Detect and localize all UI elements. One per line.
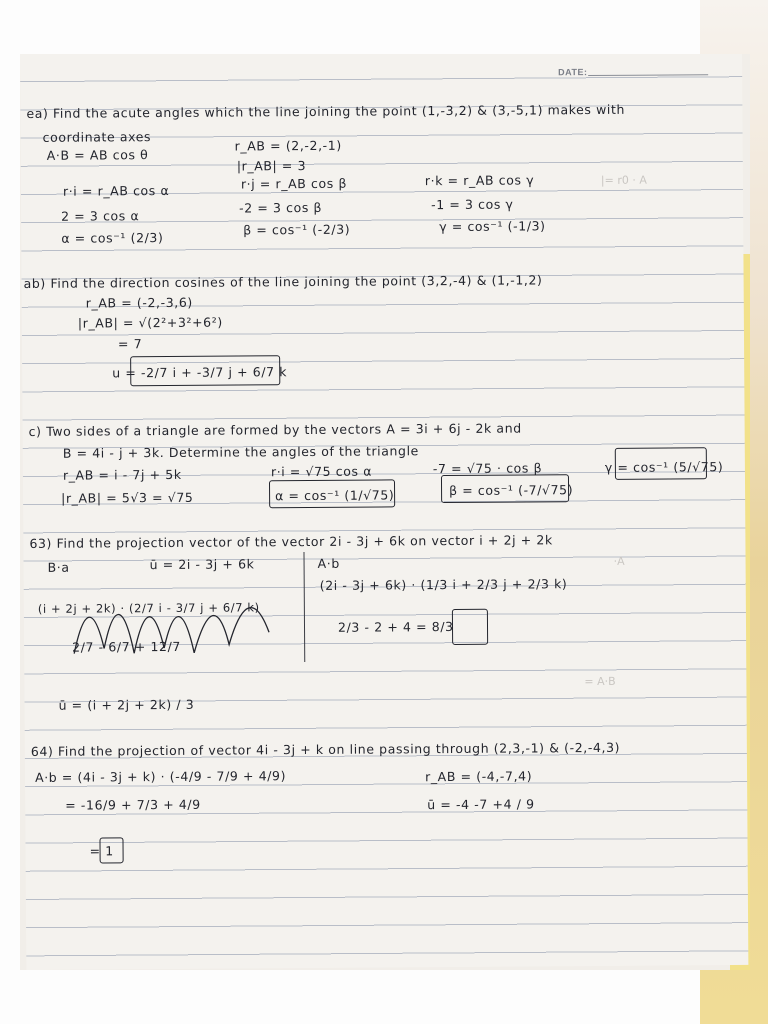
p5-dot-product: A·b = (4i - 3j + k) · (-4/9 - 7/9 + 4/9): [34, 768, 287, 785]
p4-projection-result: ū = (i + 2j + 2k) / 3: [58, 696, 195, 713]
p3-vector-b: B = 4i - j + 3k. Determine the angles of the triangle: [62, 443, 419, 461]
p4-u-bar: ū = 2i - 3j + 6k: [149, 556, 255, 573]
answer-box: [441, 474, 569, 503]
bleed-through-mark: ·A: [613, 554, 625, 568]
eq-gamma: -1 = 3 cos γ: [431, 196, 514, 213]
bleed-through-mark: |= r0 · A: [600, 173, 647, 187]
r-dot-j: r·j = r_AB cos β: [240, 175, 348, 192]
p3-gamma: γ = cos⁻¹ (5/√75): [604, 459, 724, 475]
p2-magnitude: |r_AB| = √(2²+3²+6²): [77, 314, 223, 331]
p4-a-dot-b: A·b: [317, 555, 340, 571]
p3-magnitude: |r_AB| = 5√3 = √75: [61, 489, 194, 506]
problem-1-title-cont: coordinate axes: [42, 129, 152, 145]
p2-equals-seven: = 7: [117, 336, 143, 352]
p5-r-ab: r_AB = (-4,-7,4): [425, 768, 533, 785]
date-line: [588, 74, 708, 76]
alpha-result: α = cos⁻¹ (2/3): [61, 230, 164, 246]
dot-product-formula: A·B = AB cos θ: [46, 147, 149, 163]
notebook-photo: [20, 54, 750, 970]
p4-b-dot-a: B·a: [47, 559, 70, 575]
p3-alpha: α = cos⁻¹ (1/√75): [275, 487, 395, 504]
p3-minus-seven: -7 = √75 · cos β: [432, 460, 543, 477]
answer-box: [99, 837, 123, 863]
problem-1-title: ea) Find the acute angles which the line joining the point (1,-3,2) & (3,-5,1) makes with: [26, 101, 626, 121]
p3-r-dot-i: r·i = √75 cos α: [270, 463, 373, 480]
problem-5-title: 64) Find the projection of vector 4i - 3j + k on line passing through (2,3,-1) & (-2,-4,3): [30, 739, 621, 759]
eq-beta: -2 = 3 cos β: [239, 199, 323, 216]
p3-r-ab: r_AB = i - 7j + 5k: [62, 466, 182, 483]
r-ab-magnitude: |r_AB| = 3: [236, 158, 307, 174]
p5-result: = 1: [89, 843, 114, 859]
p4-fractions: 2/7 - 6/7 + 12/7: [72, 638, 181, 655]
lined-sheet: [20, 54, 748, 970]
gamma-result: γ = cos⁻¹ (-1/3): [439, 218, 546, 235]
date-label: DATE:: [558, 67, 588, 78]
r-dot-k: r·k = r_AB cos γ: [424, 172, 535, 189]
problem-4-title: 63) Find the projection vector of the vector 2i - 3j + 6k on vector i + 2j + 2k: [29, 532, 553, 551]
p2-r-ab: r_AB = (-2,-3,6): [85, 294, 193, 311]
p4-sum: 2/3 - 2 + 4 = 8/3: [337, 618, 454, 635]
problem-3-title: c) Two sides of a triangle are formed by the vectors A = 3i + 6j - 2k and: [28, 420, 522, 439]
problem-2-title: ab) Find the direction cosines of the line joining the point (3,2,-4) & (1,-1,2): [23, 272, 543, 291]
answer-box: [615, 447, 707, 480]
p4-left-product: (i + 2j + 2k) · (2/7 i - 3/7 j + 6/7 k): [37, 600, 260, 616]
crossed-out-scribble: [64, 572, 325, 674]
p5-unit: ū = -4 -7 +4 / 9: [427, 796, 535, 813]
p3-beta: β = cos⁻¹ (-7/√75): [449, 482, 574, 499]
answer-box: [452, 609, 488, 645]
p5-sum: = -16/9 + 7/3 + 4/9: [65, 796, 201, 813]
beta-result: β = cos⁻¹ (-2/3): [243, 221, 351, 238]
p2-unit-vector: u = -2/7 i + -3/7 j + 6/7 k: [112, 364, 288, 381]
r-ab-vector: r_AB = (2,-2,-1): [234, 137, 342, 154]
bleed-through-mark: = A·B: [584, 674, 616, 689]
answer-box: [269, 479, 395, 508]
answer-box: [130, 355, 280, 386]
p4-dot-expansion: (2i - 3j + 6k) · (1/3 i + 2/3 j + 2/3 k): [319, 576, 568, 593]
r-dot-i: r·i = r_AB cos α: [62, 182, 170, 199]
eq-alpha: 2 = 3 cos α: [61, 208, 140, 224]
